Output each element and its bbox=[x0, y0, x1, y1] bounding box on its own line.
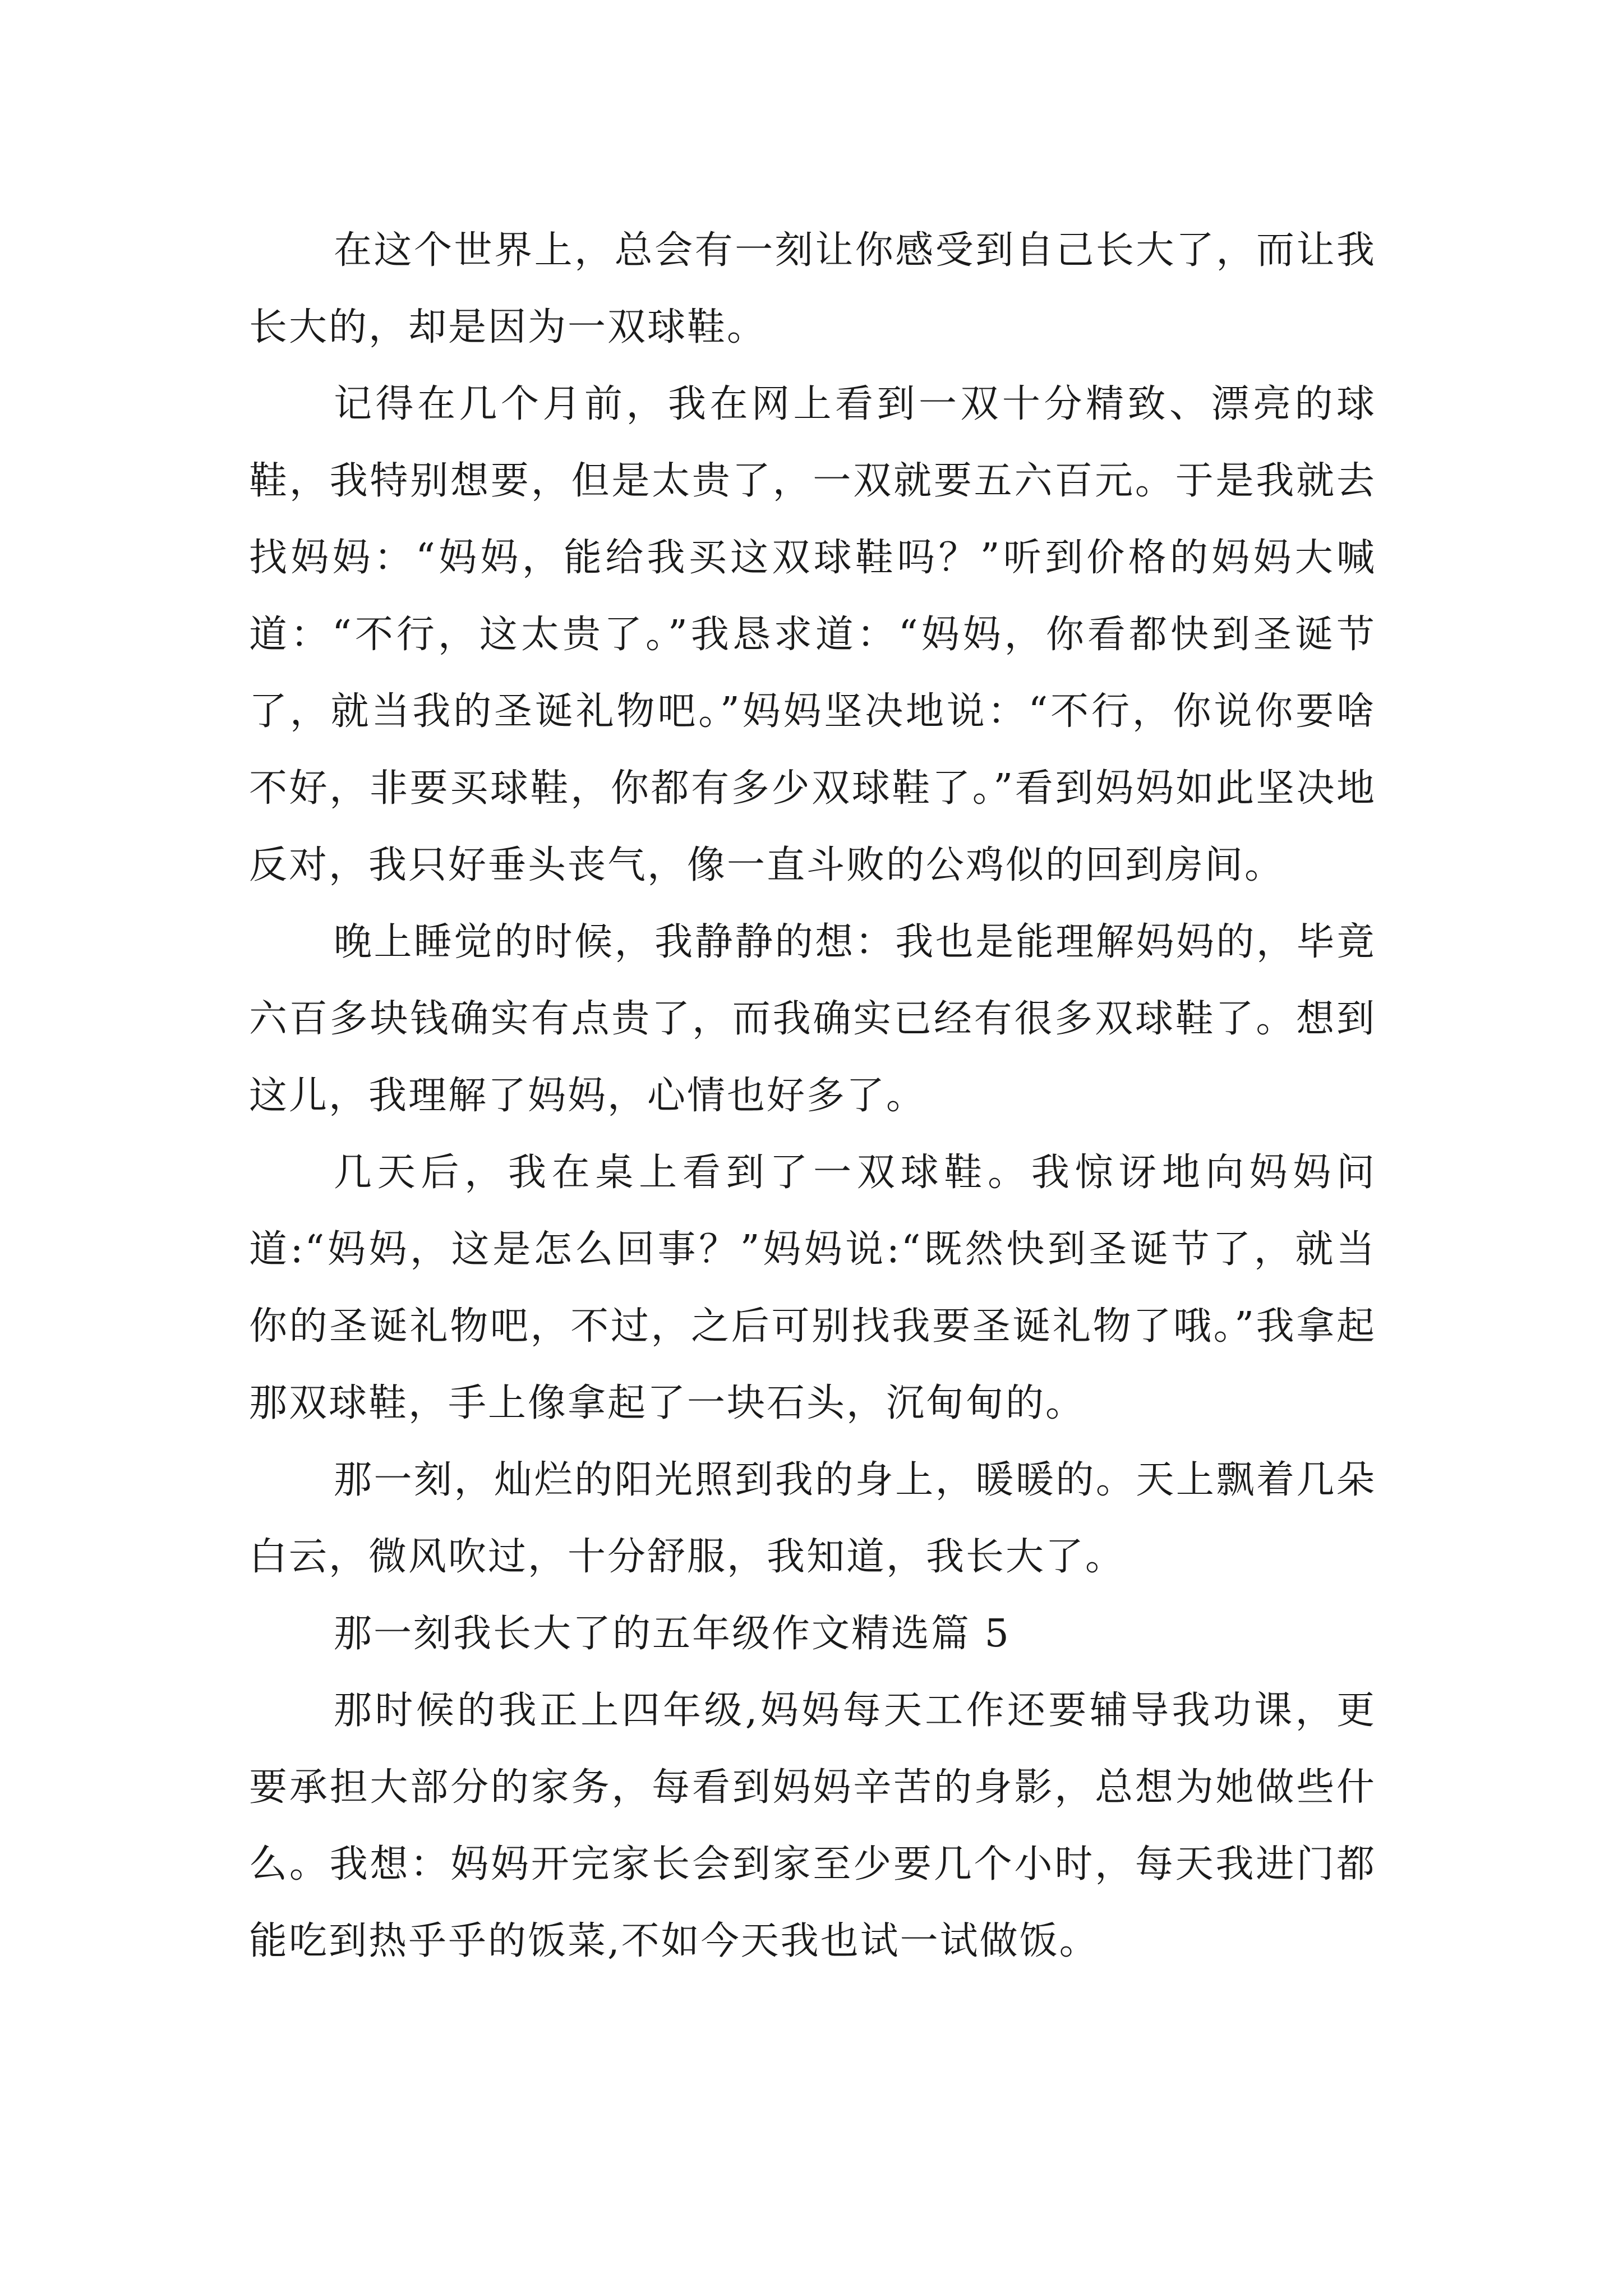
paragraph-1: 在这个世界上，总会有一刻让你感受到自己长大了，而让我长大的，却是因为一双球鞋。 bbox=[249, 228, 1376, 349]
paragraph-3: 晚上睡觉的时候，我静静的想：我也是能理解妈妈的，毕竟六百多块钱确实有点贵了，而我确实已经有很多双球鞋了。想到这儿，我理解了妈妈，心情也好多了。 bbox=[249, 920, 1376, 1118]
section-title: 那一刻我长大了的五年级作文精选篇 5 bbox=[334, 1612, 1011, 1656]
paragraph-5: 那一刻，灿烂的阳光照到我的身上，暖暖的。天上飘着几朵白云，微风吹过，十分舒服，我知道，我长大了。 bbox=[249, 1458, 1376, 1579]
paragraph-2: 记得在几个月前，我在网上看到一双十分精致、漂亮的球鞋，我特别想要，但是太贵了，一双就要五六百元。于是我就去找妈妈：“妈妈，能给我买这双球鞋吗？”听到价格的妈妈大喊道：“不行，这太贵了。”我恳求道：“妈妈，你看都快到圣诞节了，就当我的圣诞礼物吧。”妈妈坚决地说：“不行，你说你要啥不好，非要买球鞋，你都有多少双球鞋了。”看到妈妈如此坚决地反对，我只好垂头丧气，像一直斗败的公鸡似的回到房间。 bbox=[249, 382, 1376, 887]
paragraph-4: 几天后，我在桌上看到了一双球鞋。我惊讶地向妈妈问道:“妈妈，这是怎么回事？”妈妈说:“既然快到圣诞节了，就当你的圣诞礼物吧，不过，之后可别找我要圣诞礼物了哦。”我拿起那双球鞋，手上像拿起了一块石头，沉甸甸的。 bbox=[249, 1151, 1376, 1425]
document-body bbox=[249, 212, 1376, 1980]
paragraph-6: 那时候的我正上四年级,妈妈每天工作还要辅导我功课，更要承担大部分的家务，每看到妈妈辛苦的身影，总想为她做些什么。我想：妈妈开完家长会到家至少要几个小时，每天我进门都能吃到热乎乎的饭菜,不如今天我也试一试做饭。 bbox=[249, 1688, 1376, 1963]
